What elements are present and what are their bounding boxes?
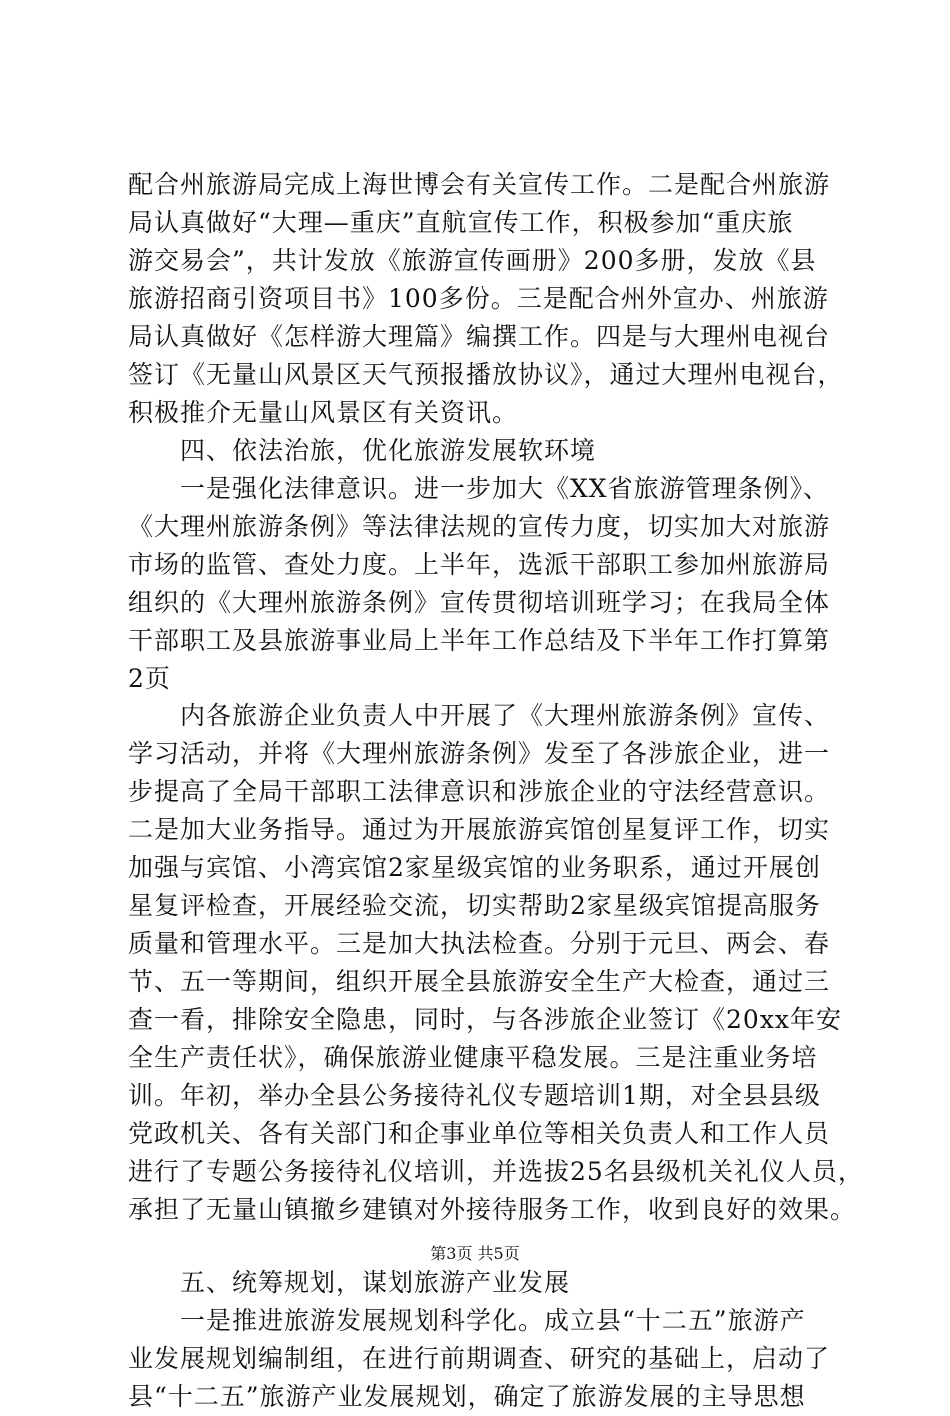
text-line: 节、五一等期间，组织开展全县旅游安全生产大检查，通过三 <box>128 967 831 996</box>
text-line: 干部职工及县旅游事业局上半年工作总结及下半年工作打算第 <box>128 626 831 655</box>
text-line: 签订《无量山风景区天气预报播放协议》，通过大理州电视台， <box>128 360 844 389</box>
text-line: 业发展规划编制组，在进行前期调查、研究的基础上，启动了 <box>128 1344 831 1373</box>
page-footer: 第3页 共5页 <box>430 1244 520 1263</box>
text-line: 县“十二五”旅游产业发展规划，确定了旅游发展的主导思想 <box>128 1382 806 1411</box>
text-line: 市场的监管、查处力度。上半年，选派干部职工参加州旅游局 <box>128 550 831 579</box>
text-line: 学习活动，并将《大理州旅游条例》发至了各涉旅企业，进一 <box>128 739 831 768</box>
text-line: 局认真做好《怎样游大理篇》编撰工作。四是与大理州电视台 <box>128 322 831 351</box>
text-line: 党政机关、各有关部门和企事业单位等相关负责人和工作人员 <box>128 1119 831 1148</box>
text-line: 旅游招商引资项目书》100多份。三是配合州外宣办、州旅游 <box>128 284 829 313</box>
text-line: 查一看，排除安全隐患，同时，与各涉旅企业签订《20xx年安 <box>128 1005 843 1034</box>
text-line: 四、依法治旅，优化旅游发展软环境 <box>128 436 597 465</box>
text-line: 2页 <box>128 664 171 693</box>
text-line: 组织的《大理州旅游条例》宣传贯彻培训班学习；在我局全体 <box>128 588 831 617</box>
text-line: 训。年初，举办全县公务接待礼仪专题培训1期，对全县县级 <box>128 1081 821 1110</box>
text-line: 五、统筹规划，谋划旅游产业发展 <box>128 1268 571 1297</box>
text-line: 《大理州旅游条例》等法律法规的宣传力度，切实加大对旅游 <box>128 512 831 541</box>
text-line: 局认真做好“大理—重庆”直航宣传工作，积极参加“重庆旅 <box>128 208 794 237</box>
text-line: 一是强化法律意识。进一步加大《XX省旅游管理条例》、 <box>128 474 830 503</box>
text-line: 步提高了全局干部职工法律意识和涉旅企业的守法经营意识。 <box>128 777 831 806</box>
text-line: 进行了专题公务接待礼仪培训，并选拔25名县级机关礼仪人员， <box>128 1157 864 1186</box>
text-line: 二是加大业务指导。通过为开展旅游宾馆创星复评工作，切实 <box>128 815 831 844</box>
text-line: 配合州旅游局完成上海世博会有关宣传工作。二是配合州旅游 <box>128 170 831 199</box>
text-line: 加强与宾馆、小湾宾馆2家星级宾馆的业务职系，通过开展创 <box>128 853 821 882</box>
text-line: 游交易会”，共计发放《旅游宣传画册》200多册，发放《县 <box>128 246 817 275</box>
text-line: 承担了无量山镇撤乡建镇对外接待服务工作，收到良好的效果。 <box>128 1195 857 1224</box>
text-line: 质量和管理水平。三是加大执法检查。分别于元旦、两会、春 <box>128 929 831 958</box>
text-line: 积极推介无量山风景区有关资讯。 <box>128 398 519 427</box>
text-line: 内各旅游企业负责人中开展了《大理州旅游条例》宣传、 <box>128 701 831 730</box>
text-line: 一是推进旅游发展规划科学化。成立县“十二五”旅游产 <box>128 1306 806 1335</box>
text-line: 星复评检查，开展经验交流，切实帮助2家星级宾馆提高服务 <box>128 891 821 920</box>
text-line: 全生产责任状》，确保旅游业健康平稳发展。三是注重业务培 <box>128 1043 818 1072</box>
